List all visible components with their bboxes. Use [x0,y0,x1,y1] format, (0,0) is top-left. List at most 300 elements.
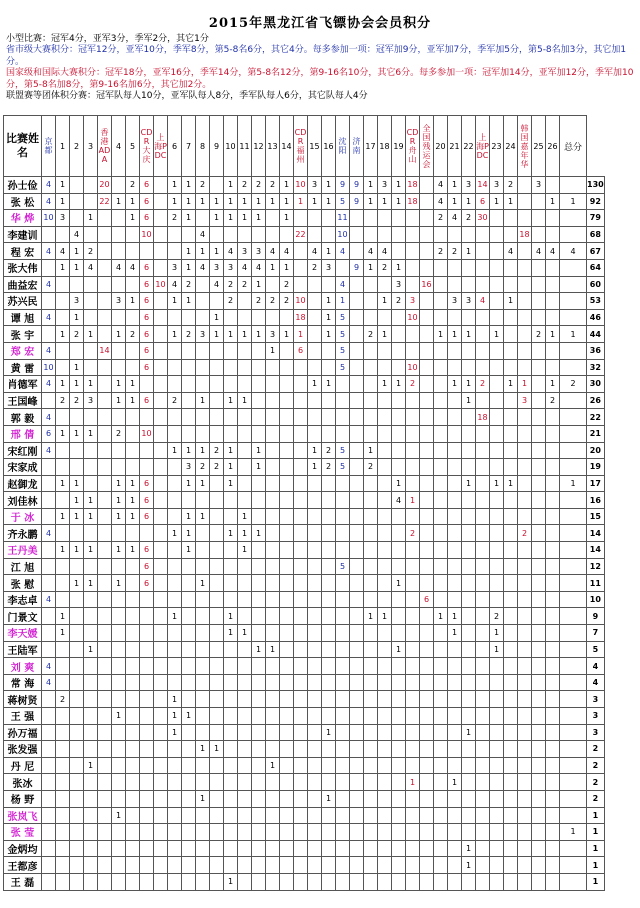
rules-notes [6,34,634,102]
score-cell [280,608,294,625]
score-cell [364,824,378,841]
score-cell [56,674,70,691]
score-cell [322,857,336,874]
score-cell: 1 [84,492,98,509]
table-row [4,210,605,227]
score-cell [490,591,504,608]
score-cell [210,409,224,426]
score-cell [336,608,350,625]
score-cell [462,757,476,774]
score-cell: 2 [546,392,560,409]
score-cell [518,608,532,625]
header-event-column: 17 [364,116,378,177]
player-name: 张冰 [4,774,42,791]
score-cell: 4 [546,243,560,260]
score-cell [98,774,112,791]
score-cell: 1 [70,475,84,492]
score-cell [126,824,140,841]
score-cell [196,840,210,857]
score-cell [84,276,98,293]
score-cell [406,741,420,758]
score-cell [406,425,420,442]
score-cell [308,226,322,243]
score-cell: 2 [378,259,392,276]
score-cell: 1 [210,326,224,343]
score-cell [434,508,448,525]
score-cell [518,243,532,260]
score-cell [140,608,154,625]
score-cell [350,774,364,791]
score-cell: 1 [196,741,210,758]
score-cell [518,708,532,725]
score-cell [154,193,168,210]
score-cell [196,293,210,310]
score-cell [490,392,504,409]
score-cell: 2 [168,392,182,409]
score-cell [224,691,238,708]
score-cell [280,542,294,559]
score-cell [252,873,266,890]
player-name: 张岚飞 [4,807,42,824]
score-cell [546,259,560,276]
score-cell [42,326,56,343]
table-row [4,326,605,343]
score-cell [364,807,378,824]
score-cell: 2 [182,276,196,293]
score-cell [490,243,504,260]
score-cell [322,558,336,575]
score-cell: 1 [294,193,308,210]
score-cell [504,558,518,575]
score-cell [42,774,56,791]
score-cell [280,409,294,426]
player-name: 刘 爽 [4,658,42,675]
score-cell [196,376,210,393]
score-cell [70,558,84,575]
score-cell [490,824,504,841]
score-cell [56,342,70,359]
score-cell [266,376,280,393]
score-cell [140,409,154,426]
score-cell [98,293,112,310]
score-cell [406,475,420,492]
score-cell [112,210,126,227]
score-cell [266,691,280,708]
score-cell [112,840,126,857]
score-cell [560,608,587,625]
score-cell [126,442,140,459]
score-cell [98,309,112,326]
score-cell: 1 [364,193,378,210]
score-cell [140,790,154,807]
score-cell [84,674,98,691]
score-cell [210,177,224,194]
score-cell [168,542,182,559]
score-cell [196,525,210,542]
table-row [4,790,605,807]
score-cell [70,708,84,725]
score-cell [490,459,504,476]
score-cell [434,309,448,326]
score-cell [308,475,322,492]
score-cell [70,741,84,758]
score-cell [350,459,364,476]
score-cell [266,824,280,841]
score-cell: 1 [490,326,504,343]
score-cell: 1 [560,475,587,492]
total-score: 9 [587,608,605,625]
score-cell [280,774,294,791]
score-cell [252,608,266,625]
score-cell [140,525,154,542]
score-cell [504,873,518,890]
score-cell: 1 [504,376,518,393]
score-cell [266,674,280,691]
score-cell [434,691,448,708]
score-cell: 2 [238,276,252,293]
score-cell [490,425,504,442]
score-cell [504,210,518,227]
score-cell [196,276,210,293]
score-cell: 2 [238,177,252,194]
score-cell [448,674,462,691]
score-cell [546,226,560,243]
score-cell: 2 [364,326,378,343]
score-cell: 5 [336,193,350,210]
score-cell [294,475,308,492]
score-cell [420,259,434,276]
score-cell [504,425,518,442]
score-cell [280,475,294,492]
score-cell [154,790,168,807]
score-cell: 1 [322,326,336,343]
score-cell: 2 [266,177,280,194]
score-cell [98,641,112,658]
score-cell [266,508,280,525]
score-cell [168,243,182,260]
total-score: 4 [587,674,605,691]
score-cell [238,409,252,426]
score-cell [336,757,350,774]
score-cell [98,409,112,426]
score-cell: 3 [168,259,182,276]
score-cell [168,625,182,642]
score-cell [518,840,532,857]
score-cell [56,226,70,243]
score-cell [224,309,238,326]
score-cell: 1 [196,392,210,409]
score-cell [504,492,518,509]
score-cell: 1 [448,376,462,393]
score-cell [140,658,154,675]
score-cell [462,591,476,608]
score-cell: 1 [518,376,532,393]
score-cell [182,425,196,442]
total-score: 14 [587,525,605,542]
score-cell [308,392,322,409]
table-row [4,641,605,658]
score-cell: 1 [70,508,84,525]
score-cell [420,293,434,310]
score-cell [294,757,308,774]
score-cell [70,724,84,741]
score-cell [378,309,392,326]
score-cell [70,658,84,675]
score-cell [420,442,434,459]
score-cell [112,724,126,741]
score-cell: 4 [42,442,56,459]
score-cell [518,193,532,210]
score-cell [364,674,378,691]
score-cell [378,508,392,525]
score-cell [378,409,392,426]
table-row [4,542,605,559]
score-cell [462,459,476,476]
score-cell [196,691,210,708]
score-cell [392,708,406,725]
score-cell [350,840,364,857]
score-cell [420,226,434,243]
header-event-column: 20 [434,116,448,177]
score-cell [518,210,532,227]
score-cell [70,459,84,476]
score-cell [336,807,350,824]
score-cell [70,177,84,194]
score-cell [420,558,434,575]
score-cell [448,757,462,774]
score-cell [546,641,560,658]
score-cell [294,492,308,509]
score-cell [504,691,518,708]
score-cell: 2 [196,177,210,194]
score-cell [518,492,532,509]
score-cell [224,724,238,741]
score-cell [350,342,364,359]
score-cell: 1 [252,459,266,476]
total-score: 7 [587,625,605,642]
score-cell [280,807,294,824]
score-cell [378,708,392,725]
score-cell [336,641,350,658]
score-cell [462,226,476,243]
score-cell [280,525,294,542]
score-cell [154,392,168,409]
score-cell [420,475,434,492]
score-cell [42,757,56,774]
score-cell [224,558,238,575]
score-cell: 4 [336,276,350,293]
score-cell [448,259,462,276]
score-cell: 2 [196,459,210,476]
player-name: 李天媛 [4,625,42,642]
score-cell [350,591,364,608]
score-cell [112,525,126,542]
score-cell: 1 [336,293,350,310]
score-cell [476,625,490,642]
total-score: 3 [587,708,605,725]
score-cell [112,857,126,874]
score-cell: 6 [140,392,154,409]
score-cell [224,757,238,774]
score-cell: 1 [322,293,336,310]
score-cell [56,757,70,774]
score-cell [448,857,462,874]
table-row [4,459,605,476]
score-cell [126,807,140,824]
score-cell [532,309,546,326]
score-cell [294,276,308,293]
total-score: 2 [587,790,605,807]
score-cell [434,790,448,807]
score-cell: 3 [112,293,126,310]
score-cell: 1 [112,392,126,409]
score-cell [56,575,70,592]
score-cell [532,442,546,459]
score-cell: 1 [546,376,560,393]
score-cell: 1 [56,475,70,492]
score-cell [252,757,266,774]
total-score: 1 [587,857,605,874]
score-cell [546,475,560,492]
score-cell [448,542,462,559]
score-cell: 2 [308,259,322,276]
score-cell [42,625,56,642]
score-cell [168,342,182,359]
score-cell [98,625,112,642]
score-cell: 2 [476,376,490,393]
score-cell [420,840,434,857]
score-cell [392,459,406,476]
score-cell [182,658,196,675]
score-cell [420,575,434,592]
score-cell [280,309,294,326]
score-cell [420,542,434,559]
score-cell [182,376,196,393]
score-cell [378,674,392,691]
score-cell [140,873,154,890]
score-cell [280,857,294,874]
header-event-column: 7 [182,116,196,177]
score-cell [434,492,448,509]
score-cell [280,342,294,359]
score-cell [518,309,532,326]
score-cell: 4 [224,243,238,260]
score-cell [560,575,587,592]
score-cell [448,492,462,509]
score-cell [476,392,490,409]
score-cell [532,790,546,807]
score-cell: 1 [490,641,504,658]
score-cell [182,857,196,874]
score-cell [308,873,322,890]
score-cell: 1 [448,608,462,625]
score-cell [112,625,126,642]
score-cell: 3 [518,392,532,409]
score-cell: 6 [140,177,154,194]
score-cell: 1 [112,575,126,592]
score-cell [168,807,182,824]
score-cell [462,824,476,841]
score-cell: 1 [462,326,476,343]
score-cell [448,342,462,359]
score-cell [532,425,546,442]
score-cell [238,575,252,592]
score-cell: 2 [280,293,294,310]
score-cell [266,475,280,492]
score-cell [42,840,56,857]
score-cell [504,625,518,642]
score-cell [294,442,308,459]
score-cell [126,641,140,658]
score-cell [392,243,406,260]
score-cell [224,591,238,608]
score-cell [210,508,224,525]
score-cell [224,508,238,525]
score-cell [294,641,308,658]
score-cell: 1 [448,326,462,343]
score-cell [560,741,587,758]
score-cell: 1 [434,608,448,625]
score-cell [336,259,350,276]
score-cell [308,425,322,442]
table-row [4,724,605,741]
score-cell [392,774,406,791]
score-cell: 4 [210,276,224,293]
score-cell: 20 [98,177,112,194]
score-cell [350,724,364,741]
score-cell: 1 [168,724,182,741]
player-name: 邢 倩 [4,425,42,442]
score-cell [126,608,140,625]
score-cell [182,757,196,774]
score-cell [336,840,350,857]
score-cell [182,342,196,359]
score-cell: 4 [42,177,56,194]
header-event-column: 9 [210,116,224,177]
table-row [4,625,605,642]
score-cell [294,691,308,708]
score-cell [294,459,308,476]
score-cell: 1 [112,326,126,343]
score-cell [252,376,266,393]
score-cell [210,608,224,625]
score-cell [56,309,70,326]
score-cell [392,359,406,376]
score-cell [70,608,84,625]
score-cell [518,857,532,874]
player-name: 苏兴民 [4,293,42,310]
score-cell [252,309,266,326]
score-cell [308,492,322,509]
score-cell [154,608,168,625]
score-cell [238,442,252,459]
score-cell: 1 [560,326,587,343]
score-cell [126,459,140,476]
score-cell: 6 [140,359,154,376]
score-cell: 4 [308,243,322,260]
score-cell [350,425,364,442]
score-cell [168,641,182,658]
total-score: 14 [587,542,605,559]
score-cell [294,774,308,791]
score-cell [350,757,364,774]
score-cell [406,873,420,890]
score-cell [294,625,308,642]
score-cell [406,508,420,525]
score-cell [518,757,532,774]
score-cell [154,741,168,758]
score-cell: 1 [308,376,322,393]
